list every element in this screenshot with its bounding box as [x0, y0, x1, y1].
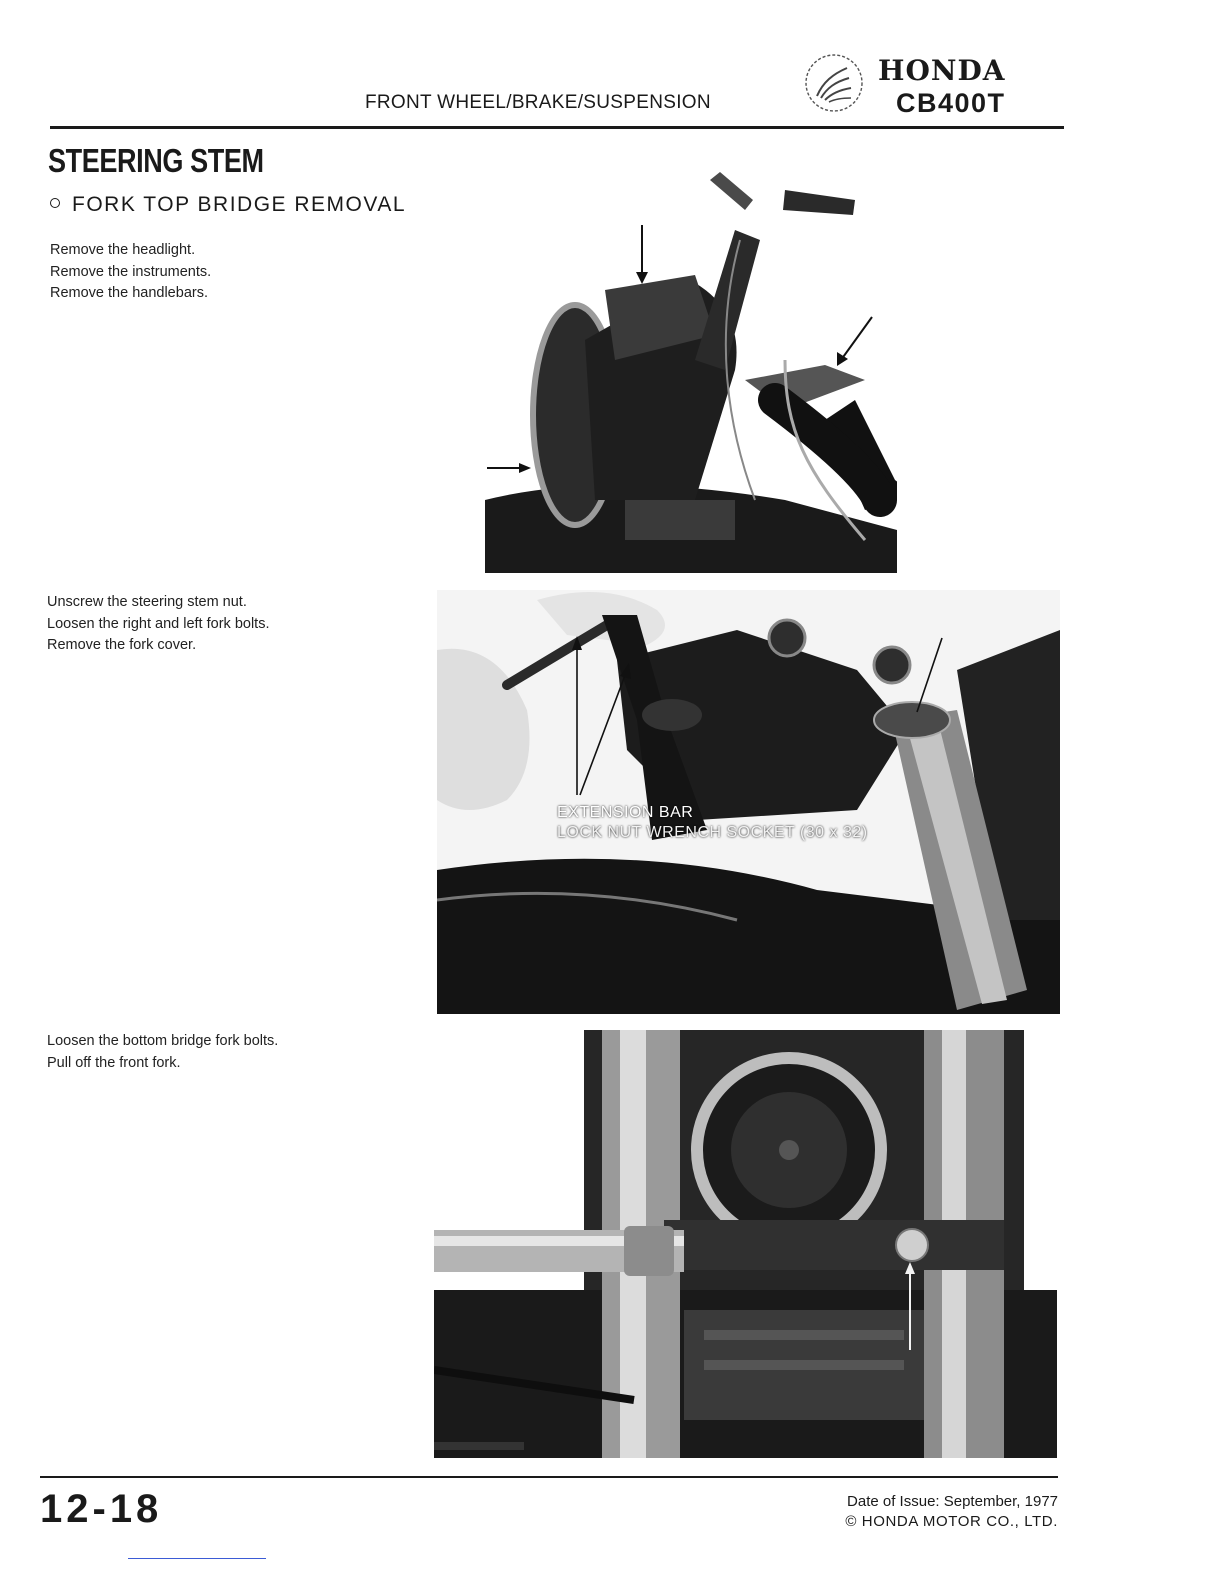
- photo-headlight-handlebars: [485, 170, 897, 573]
- photo-steering-stem-nut: [437, 590, 1060, 1014]
- page-number: 12-18: [40, 1487, 163, 1531]
- footer-link-underline: [128, 1558, 266, 1559]
- photo-2-callouts: [557, 803, 868, 843]
- instruction-line: Remove the fork cover.: [47, 637, 197, 653]
- callout-extension-bar: EXTENSION BAR: [557, 804, 694, 821]
- brand-name: HONDA: [878, 54, 1006, 87]
- step-3-instructions: [47, 1031, 278, 1074]
- step-2-instructions: [47, 592, 269, 657]
- section-title: FRONT WHEEL/BRAKE/SUSPENSION: [365, 92, 711, 113]
- instruction-line: Remove the instruments.: [50, 263, 212, 280]
- instruction-line: Remove the handlebars.: [50, 285, 208, 301]
- page-title: STEERING STEM: [48, 142, 264, 179]
- photo-bottom-bridge-fork-bolts: [434, 1030, 1057, 1458]
- honda-wing-emblem-icon: [803, 52, 865, 114]
- subsection-label: FORK TOP BRIDGE REMOVAL: [72, 193, 407, 216]
- bullet-icon: [50, 198, 60, 208]
- instruction-line: Unscrew the steering stem nut.: [47, 594, 247, 610]
- date-of-issue: Date of Issue: September, 1977: [847, 1493, 1058, 1510]
- model-name: CB400T: [896, 88, 1006, 118]
- instruction-line: Loosen the right and left fork bolts.: [47, 615, 270, 632]
- copyright: © HONDA MOTOR CO., LTD.: [845, 1513, 1058, 1530]
- callout-lock-nut-socket: LOCK NUT WRENCH SOCKET (30 x 32): [557, 824, 868, 841]
- instruction-line: Pull off the front fork.: [47, 1054, 181, 1071]
- footer-divider: [40, 1476, 1058, 1478]
- instruction-line: Loosen the bottom bridge fork bolts.: [47, 1033, 279, 1049]
- step-1-instructions: [50, 240, 211, 305]
- header-divider: [50, 126, 1064, 129]
- instruction-line: Remove the headlight.: [50, 242, 196, 258]
- subsection-heading: [50, 193, 406, 217]
